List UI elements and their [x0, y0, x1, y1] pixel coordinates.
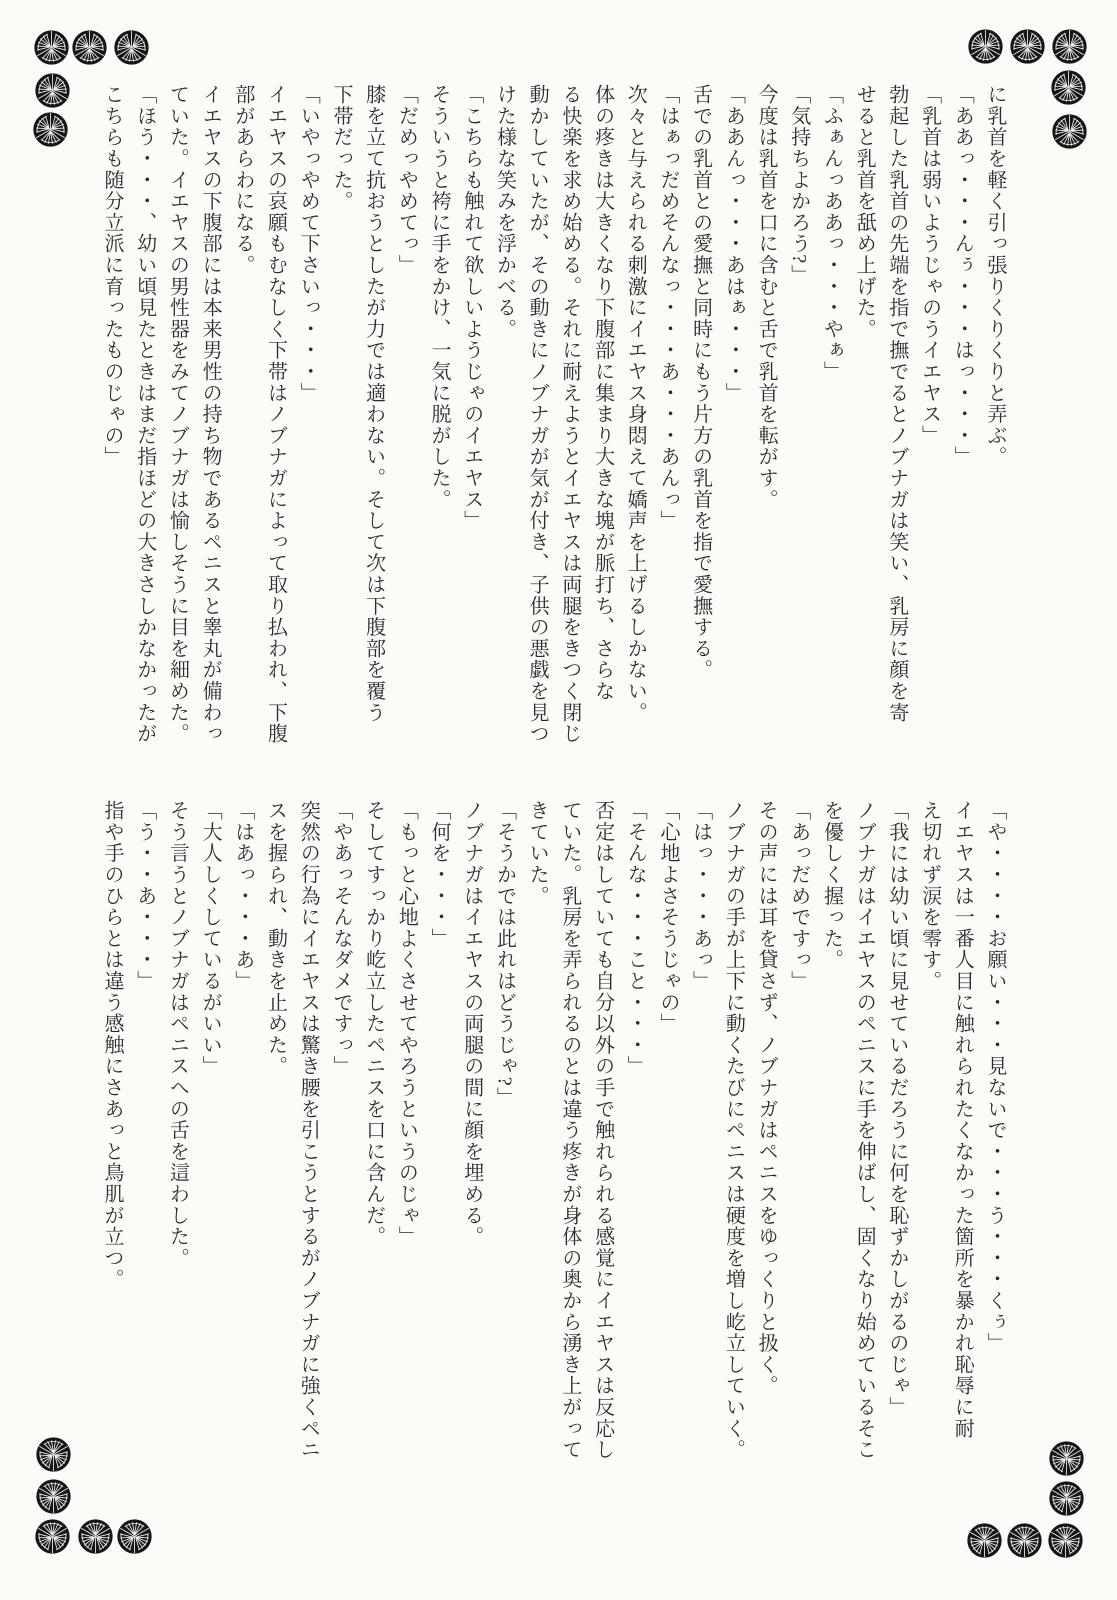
text-line: 「あっだめですっ」: [787, 800, 810, 992]
text-line: 「ほう・・・、幼い頃見たときはまだ指ほどの大きさしかなかったが: [133, 84, 156, 745]
text-line: 「我には幼い頃に見せているだろうに何を恥ずかしがるのじゃ」: [885, 800, 908, 1418]
text-line: ノブナガはイエヤスの両腿の間に顔を埋める。: [460, 800, 483, 1248]
text-line: 今度は乳首を口に含むと舌で乳首を転がす。: [755, 84, 778, 510]
text-line: 「だめっやめてっ」: [395, 84, 418, 276]
text-line: 次々と与えられる刺激にイエヤス身悶えて嬌声を上げるしかない。: [624, 84, 647, 723]
text-line: 指や手のひらとは違う感触にさあっと鳥肌が立つ。: [101, 800, 124, 1290]
aoi-crest-icon: [72, 30, 107, 65]
text-block-bottom: [95, 800, 1011, 1482]
text-line: イエヤスの哀願もむなしく下帯はノブナガによって取り払われ、下腹: [264, 84, 287, 745]
text-line: 動かしていたが、その動きにノブナガが気が付き、子供の悪戯を見つ: [526, 84, 549, 745]
text-line: 「ああっ・・・んぅ・・・はっ・・・」: [951, 84, 974, 468]
aoi-crest-icon: [78, 1519, 113, 1554]
text-line: イエヤスの下腹部には本来男性の持ち物であるペニスと睾丸が備わっ: [199, 84, 222, 745]
text-line: そういうと袴に手をかけ、一気に脱がした。: [428, 84, 451, 510]
aoi-crest-icon: [1051, 70, 1086, 105]
text-line: 体の疼きは大きくなり下腹部に集まり大きな塊が脈打ち、さらな: [591, 84, 614, 702]
text-line: 突然の行為にイエヤスは驚き腰を引こうとするがノブナガに強くペニ: [297, 800, 320, 1461]
text-line: 「はっ・・・あっ」: [689, 800, 712, 992]
aoi-crest-icon: [1052, 114, 1087, 149]
text-line: スを握られ、動きを止めた。: [264, 800, 287, 1077]
text-line: ノブナガはイエヤスのペニスに手を伸ばし、固くなり始めているそこ: [853, 800, 876, 1461]
text-line: 「大人しくしているがいい」: [199, 800, 222, 1077]
text-line: 膝を立て抗おうとしたが力では適わない。そして次は下腹部を覆う: [362, 84, 385, 723]
text-line: 「はぁっだめそんなっ・・・あ・・・あんっ」: [656, 84, 679, 532]
aoi-crest-icon: [1010, 29, 1045, 64]
text-line: 舌での乳首との愛撫と同時にもう片方の乳首を指で愛撫する。: [689, 84, 712, 681]
text-line: 部があらわになる。: [231, 84, 254, 276]
aoi-crest-icon: [117, 1519, 152, 1554]
text-line: 「心地よさそうじゃの」: [656, 800, 679, 1035]
text-line: 「や・・・・お願い・・・見ないで・・・う・・・くぅ」: [984, 800, 1006, 1354]
text-line: そう言うとノブナガはペニスへの舌を這わした。: [166, 800, 189, 1269]
text-line: 「そうかでは此れはどうじゃ?」: [493, 800, 516, 1109]
aoi-crest-icon: [36, 1479, 71, 1514]
aoi-crest-icon: [114, 30, 149, 65]
text-line: 下帯だった。: [329, 84, 352, 212]
text-line: を優しく握った。: [820, 800, 843, 971]
aoi-crest-icon: [1048, 1523, 1083, 1558]
text-line: 否定はしていても自分以外の手で触れられる感覚にイエヤスは反応し: [591, 800, 614, 1461]
text-line: 「何を・・・」: [428, 800, 451, 950]
aoi-crest-icon: [1049, 1481, 1084, 1516]
aoi-crest-icon: [33, 112, 68, 147]
text-line: 「乳首は弱いようじゃのうイエヤス」: [918, 84, 941, 447]
text-line: 勃起した乳首の先端を指で撫でるとノブナガは笑い、乳房に顔を寄: [885, 84, 908, 723]
aoi-crest-icon: [1052, 29, 1087, 64]
text-line: 「いやっやめて下さいっ・・・」: [297, 84, 320, 404]
text-line: ていた。イエヤスの男性器をみてノブナガは愉しそうに目を細めた。: [166, 84, 189, 745]
text-line: 「ふぁんっああっ・・・やぁ」: [820, 84, 843, 383]
aoi-crest-icon: [34, 30, 69, 65]
aoi-crest-icon: [1049, 1441, 1084, 1476]
text-line: 「ああんっ・・・あはぁ・・・」: [722, 84, 745, 404]
aoi-crest-icon: [968, 29, 1003, 64]
text-line: けた様な笑みを浮かべる。: [493, 84, 516, 340]
text-line: 「そんな・・・こと・・・」: [624, 800, 647, 1077]
text-line: に乳首を軽く引っ張りくりくりと弄ぶ。: [984, 84, 1006, 468]
text-line: る快楽を求め始める。それに耐えようとイエヤスは両腿をきつく閉じ: [558, 84, 581, 745]
aoi-crest-icon: [35, 1519, 70, 1554]
text-line: そしてすっかり屹立したペニスを口に含んだ。: [362, 800, 385, 1248]
text-line: 「はあっ・・・あ」: [231, 800, 254, 992]
text-line: 「気持ちよかろう?」: [787, 84, 810, 286]
aoi-crest-icon: [35, 73, 70, 108]
text-line: 「やあっそんなダメですっ」: [329, 800, 352, 1077]
text-line: せると乳首を舐め上げた。: [853, 84, 876, 340]
text-block-top: [95, 84, 1011, 766]
text-line: え切れず涙を零す。: [918, 800, 941, 992]
text-line: イエヤスは一番人目に触れられたくなかった箇所を暴かれ恥辱に耐: [951, 800, 974, 1439]
text-line: こちらも随分立派に育ったものじゃの」: [101, 84, 124, 468]
text-line: 「もっと心地よくさせてやろうというのじゃ」: [395, 800, 418, 1248]
text-line: 「こちらも触れて欲しいようじゃのイエヤス」: [460, 84, 483, 532]
text-line: きていた。: [526, 800, 549, 907]
text-line: 「う・・あ・・・」: [133, 800, 156, 992]
aoi-crest-icon: [967, 1523, 1002, 1558]
text-line: ていた。乳房を弄られるのとは違う疼きが身体の奥から湧き上がって: [558, 800, 581, 1461]
aoi-crest-icon: [1007, 1523, 1042, 1558]
aoi-crest-icon: [36, 1437, 71, 1472]
text-line: ノブナガの手が上下に動くたびにペニスは硬度を増し屹立していく。: [722, 800, 745, 1461]
text-line: その声には耳を貸さず、ノブナガはペニスをゆっくりと扱く。: [755, 800, 778, 1397]
